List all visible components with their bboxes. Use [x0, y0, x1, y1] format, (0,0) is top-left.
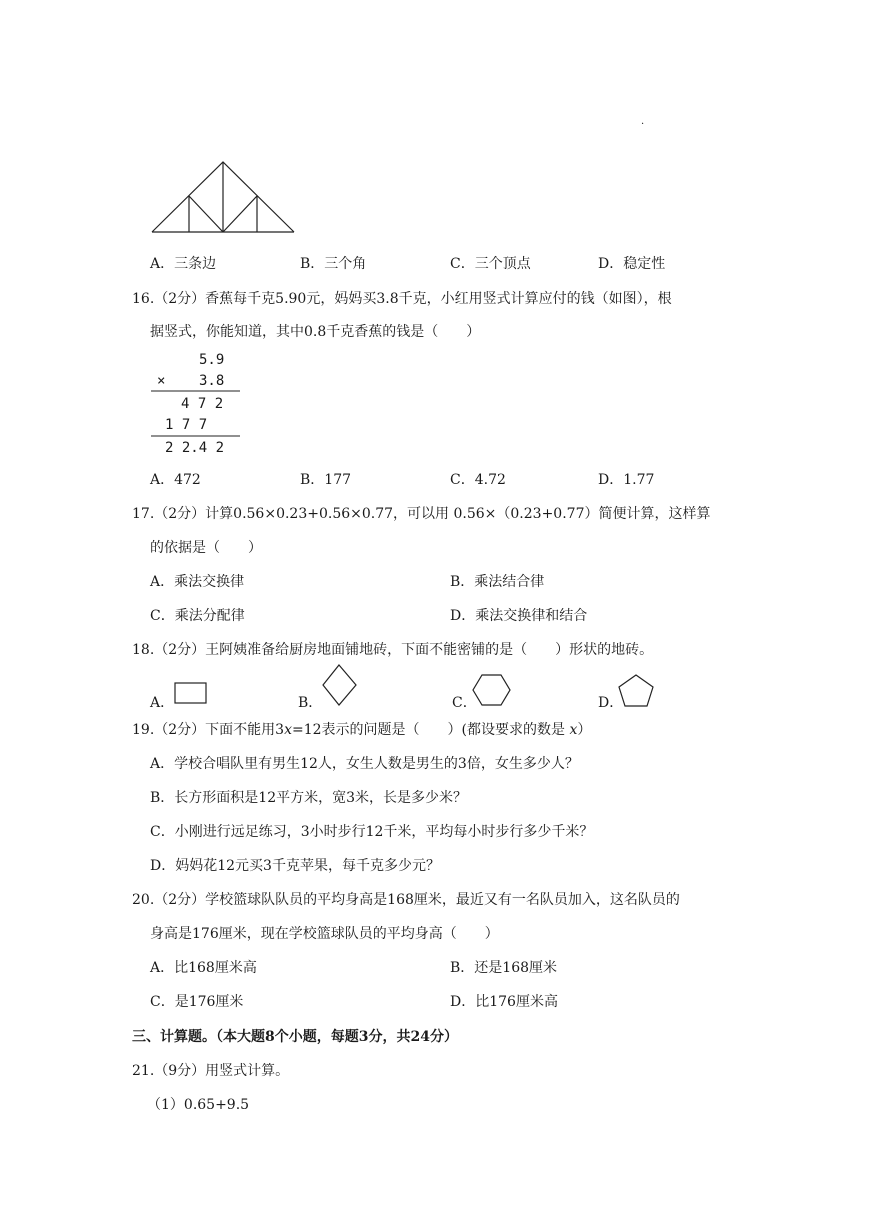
option-b: B．乘法结合律: [450, 574, 545, 590]
q18-stem: 18.（2分）王阿姨准备给厨房地面铺地砖，下面不能密铺的是（ ）形状的地砖。: [132, 642, 654, 658]
option-c: C．是176厘米: [150, 994, 244, 1010]
option-d: D．妈妈花12元买3千克苹果，每千克多少元？: [150, 858, 440, 874]
multiply-sign: ×: [157, 373, 166, 389]
final-product: 2 2.4 2: [165, 440, 225, 456]
multiplier: 3.8: [199, 373, 225, 389]
option-b: B．三个角: [300, 256, 367, 272]
pentagon-icon: [618, 674, 656, 708]
q19-stem-mid: =12表示的问题是（ ）(都设要求的数是: [292, 722, 570, 738]
q19-variable: x: [284, 722, 292, 738]
section-title: 三、计算题。（本大题8个小题，每题3分，共24分）: [132, 1029, 458, 1045]
q17-stem-line2: 的依据是（ ）: [150, 540, 262, 556]
q21-stem: 21.（9分）用竖式计算。: [132, 1063, 290, 1079]
option-b-letter: B．: [298, 695, 323, 711]
rhombus-icon: [322, 664, 358, 708]
option-c-letter: C．: [452, 695, 477, 711]
option-b: B．177: [300, 472, 352, 488]
option-d: D．乘法交换律和结合: [450, 608, 588, 624]
option-d: D．稳定性: [598, 256, 666, 272]
q16-stem-line1: 16.（2分）香蕉每千克5.90元，妈妈买3.8千克，小红用竖式计算应付的钱（如图），根: [132, 291, 672, 307]
option-a: A．472: [150, 472, 201, 488]
q16-stem-line2: 据竖式，你能知道，其中0.8千克香蕉的钱是（ ）: [150, 324, 481, 340]
option-a-letter: A．: [150, 695, 175, 711]
q20-stem-line2: 身高是176厘米，现在学校篮球队员的平均身高（ ）: [150, 926, 499, 942]
option-d-letter: D．: [598, 695, 624, 711]
q19-stem: [132, 719, 591, 739]
q19-stem-pre: 19.（2分）下面不能用3: [132, 722, 285, 738]
q19-stem-post: ）: [577, 722, 592, 738]
partial-product-2: 1 7 7: [165, 417, 208, 433]
partial-product-1: 4 7 2: [181, 396, 224, 412]
option-c: C．小刚进行远足练习，3小时步行12千米，平均每小时步行多少千米？: [150, 824, 594, 840]
option-a: A．三条边: [150, 256, 217, 272]
q19-variable-2: x: [569, 722, 578, 738]
hexagon-icon: [472, 674, 512, 708]
option-b: B．长方形面积是12平方米，宽3米，长是多少米？: [150, 790, 468, 806]
option-c: C．乘法分配律: [150, 608, 245, 624]
option-a: A．学校合唱队里有男生12人，女生人数是男生的3倍，女生多少人？: [150, 756, 579, 772]
option-c: C．三个顶点: [450, 256, 531, 272]
option-c: C．4.72: [450, 472, 506, 488]
option-d: D．1.77: [598, 472, 655, 488]
q21-sub1: （1）0.65+9.5: [147, 1097, 250, 1113]
vertical-rules: [150, 390, 242, 440]
option-d: D．比176厘米高: [450, 994, 558, 1010]
page-mark: .: [641, 116, 645, 127]
triangle-truss-figure: [150, 160, 296, 234]
q17-stem-line1: 17.（2分）计算0.56×0.23+0.56×0.77，可以用 0.56×（0.23+0.77）简便计算，这样算: [132, 506, 711, 522]
multiplicand: 5.9: [199, 352, 225, 368]
option-a: A．比168厘米高: [150, 960, 257, 976]
option-b: B．还是168厘米: [450, 960, 558, 976]
option-a: A．乘法交换律: [150, 574, 245, 590]
rectangle-icon: [174, 682, 208, 706]
q20-stem-line1: 20.（2分）学校篮球队队员的平均身高是168厘米，最近又有一名队员加入，这名队员的: [132, 892, 680, 908]
